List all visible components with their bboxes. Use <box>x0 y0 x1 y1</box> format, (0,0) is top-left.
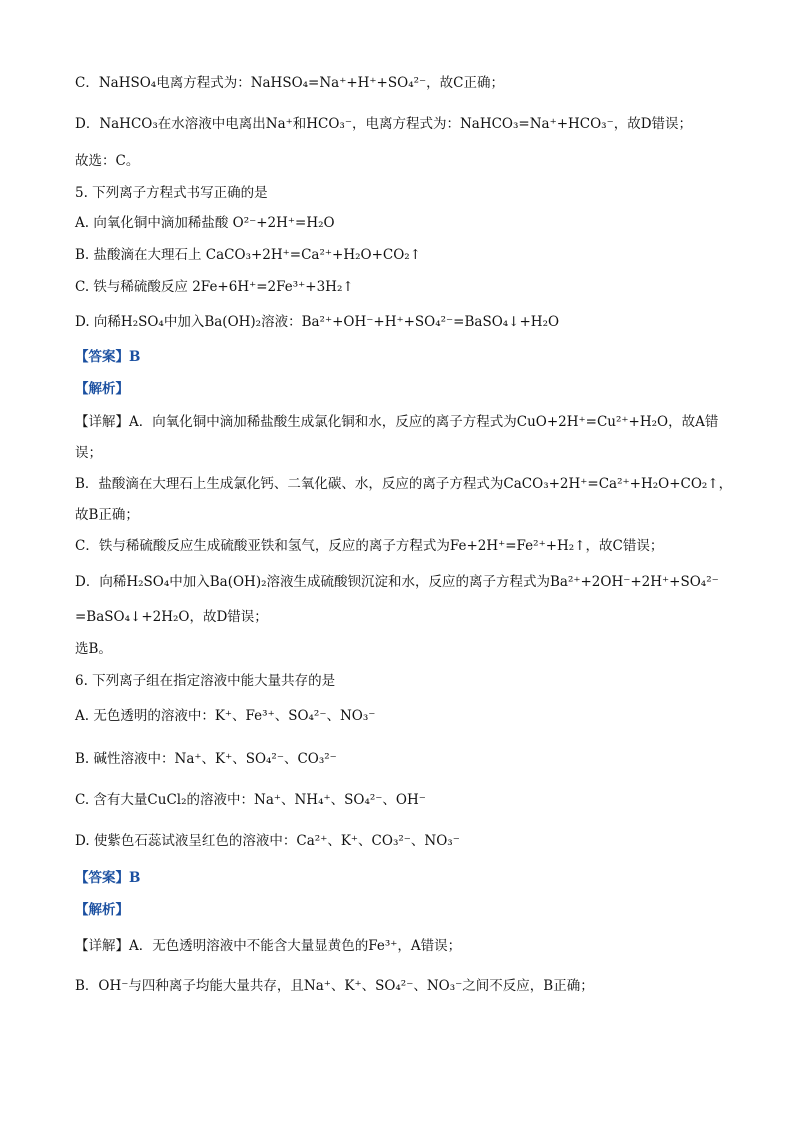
question-6-option-d: D. 使紫色石蕊试液呈红色的溶液中：Ca²⁺、K⁺、CO₃²⁻、NO₃⁻ <box>75 833 460 849</box>
analysis-heading: 【解析】 <box>75 381 129 397</box>
text-line: C．NaHSO₄电离方程式为：NaHSO₄=Na⁺+H⁺+SO₄²⁻，故C正确； <box>75 75 504 91</box>
question-5-option-a: A. 向氧化铜中滴加稀盐酸 O²⁻+2H⁺=H₂O <box>75 215 335 231</box>
answer-heading: 【答案】B <box>75 349 141 365</box>
question-5-option-b: B. 盐酸滴在大理石上 CaCO₃+2H⁺=Ca²⁺+H₂O+CO₂↑ <box>75 247 422 263</box>
question-6-option-c: C. 含有大量CuCl₂的溶液中：Na⁺、NH₄⁺、SO₄²⁻、OH⁻ <box>75 792 426 808</box>
text-line: 【详解】A．无色透明溶液中不能含大量显黄色的Fe³⁺，A错误； <box>75 938 462 954</box>
question-5-stem: 5. 下列离子方程式书写正确的是 <box>75 185 268 201</box>
question-6-option-b: B. 碱性溶液中：Na⁺、K⁺、SO₄²⁻、CO₃²⁻ <box>75 751 337 767</box>
text-line: 【详解】A．向氧化铜中滴加稀盐酸生成氯化铜和水，反应的离子方程式为CuO+2H⁺=Cu²⁺+H₂O，故A错 <box>75 414 719 430</box>
question-5-option-c: C. 铁与稀硫酸反应 2Fe+6H⁺=2Fe³⁺+3H₂↑ <box>75 279 354 295</box>
text-line: C．铁与稀硫酸反应生成硫酸亚铁和氢气，反应的离子方程式为Fe+2H⁺=Fe²⁺+H₂↑，故C错误； <box>75 538 664 554</box>
text-line: D．向稀H₂SO₄中加入Ba(OH)₂溶液生成硫酸钡沉淀和水，反应的离子方程式为Ba²⁺+2OH⁻+2H⁺+SO₄²⁻ <box>75 574 719 590</box>
question-6-option-a: A. 无色透明的溶液中：K⁺、Fe³⁺、SO₄²⁻、NO₃⁻ <box>75 708 376 724</box>
text-line: 选B。 <box>75 641 112 657</box>
text-line: B．盐酸滴在大理石上生成氯化钙、二氧化碳、水，反应的离子方程式为CaCO₃+2H⁺=Ca²⁺+H₂O+CO₂↑， <box>75 476 733 492</box>
question-6-stem: 6. 下列离子组在指定溶液中能大量共存的是 <box>75 673 336 689</box>
text-line: 误； <box>75 445 102 461</box>
text-line: =BaSO₄↓+2H₂O，故D错误； <box>75 609 268 625</box>
text-line: 故B正确； <box>75 507 139 523</box>
text-line: B．OH⁻与四种离子均能大量共存，且Na⁺、K⁺、SO₄²⁻、NO₃⁻之间不反应，B正确； <box>75 978 594 994</box>
question-5-option-d: D. 向稀H₂SO₄中加入Ba(OH)₂溶液：Ba²⁺+OH⁻+H⁺+SO₄²⁻=BaSO₄↓+H₂O <box>75 314 560 330</box>
answer-heading: 【答案】B <box>75 870 141 886</box>
text-line: 故选：C。 <box>75 153 140 169</box>
analysis-heading: 【解析】 <box>75 902 129 918</box>
text-line: D．NaHCO₃在水溶液中电离出Na⁺和HCO₃⁻，电离方程式为：NaHCO₃=Na⁺+HCO₃⁻，故D错误； <box>75 116 693 132</box>
